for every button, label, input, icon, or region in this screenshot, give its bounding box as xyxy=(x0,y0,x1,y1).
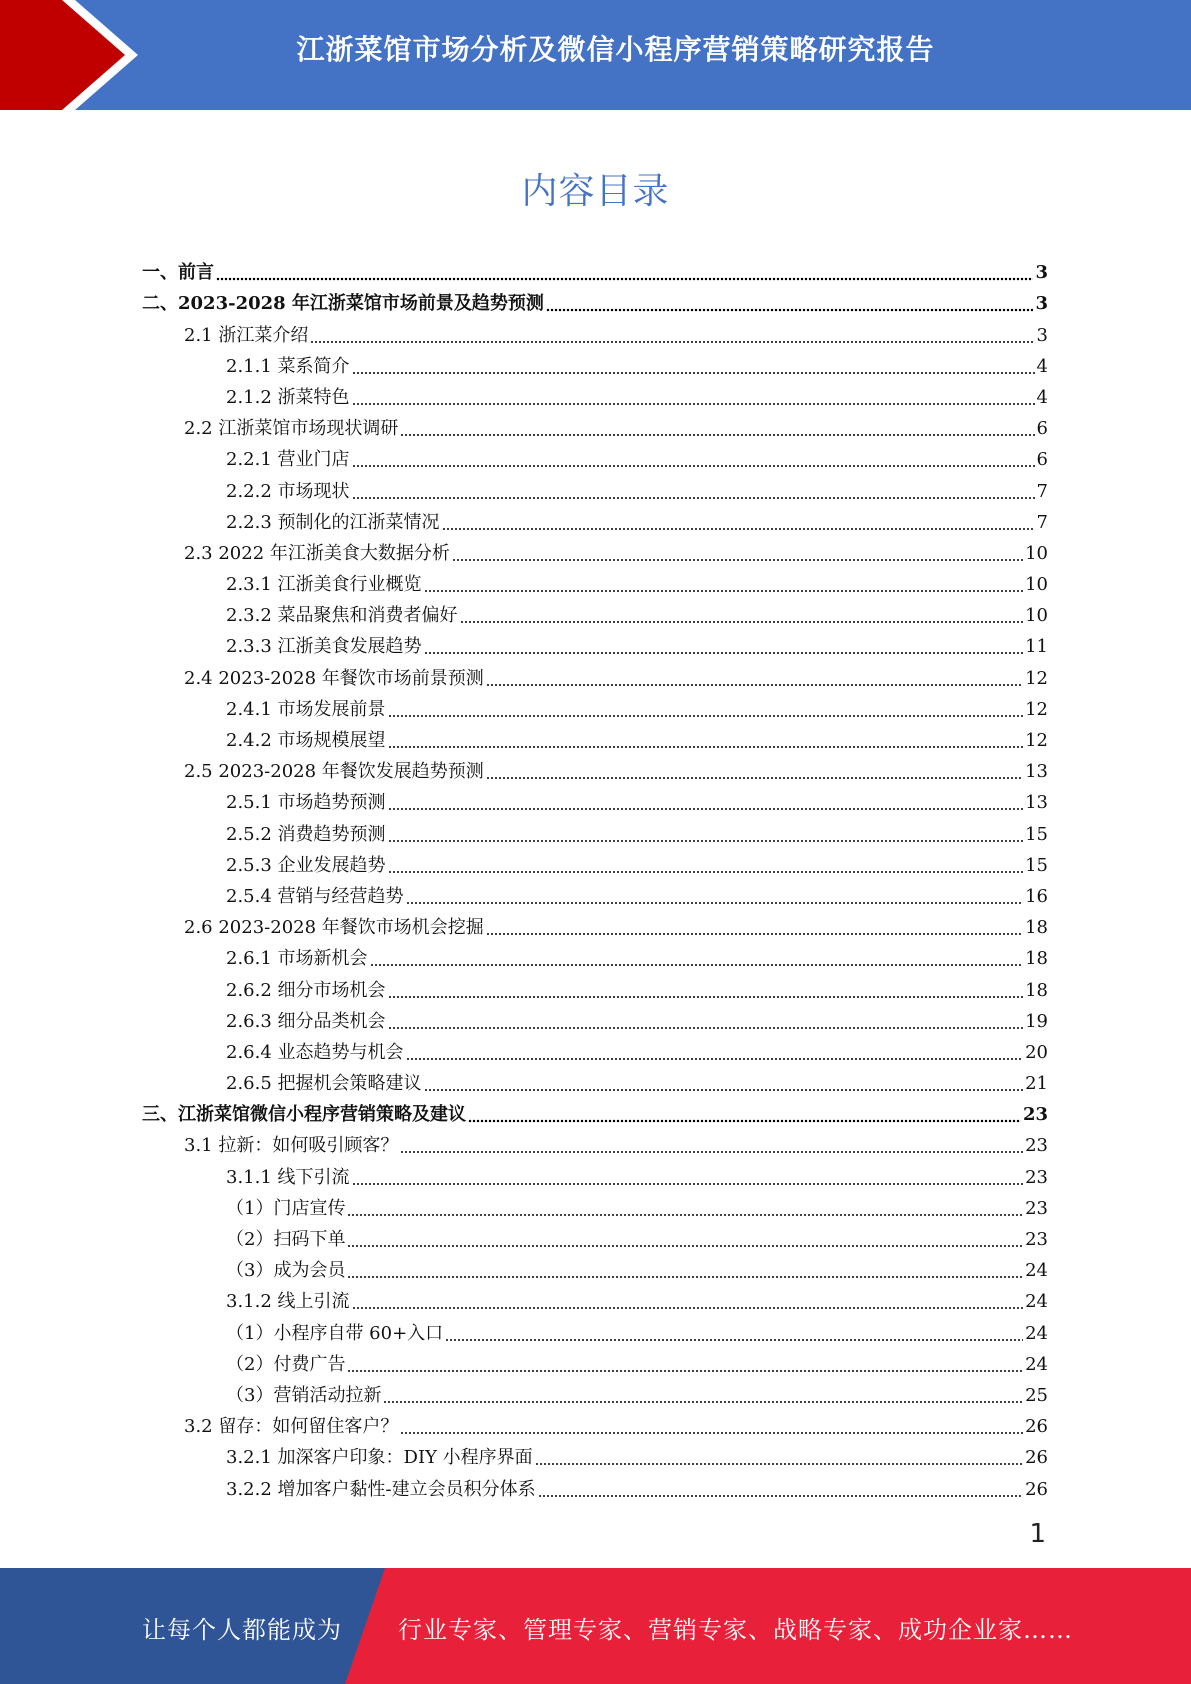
toc-entry-label: 2.5 2023-2028 年餐饮发展趋势预测 xyxy=(184,761,484,783)
toc-leader-dots xyxy=(388,743,1024,749)
toc-entry-label: 2.6 2023-2028 年餐饮市场机会挖掘 xyxy=(184,917,484,939)
toc-entry-label: （2）付费广告 xyxy=(226,1353,346,1375)
toc-entry[interactable] xyxy=(142,316,1048,347)
toc-entry-page: 3 xyxy=(1035,262,1048,284)
toc-leader-dots xyxy=(347,1367,1023,1373)
toc-entry-page: 15 xyxy=(1025,823,1048,845)
toc-entry-label: 2.6.2 细分市场机会 xyxy=(226,979,386,1001)
toc-entry-page: 10 xyxy=(1025,574,1048,596)
toc-entry[interactable] xyxy=(142,815,1048,846)
toc-entry[interactable] xyxy=(142,1346,1048,1377)
toc-entry-page: 24 xyxy=(1025,1353,1048,1375)
toc-entry[interactable] xyxy=(142,1283,1048,1314)
toc-leader-dots xyxy=(216,275,1033,281)
toc-entry[interactable] xyxy=(142,971,1048,1002)
toc-leader-dots xyxy=(388,837,1024,843)
toc-entry-label: 一、前言 xyxy=(142,262,214,284)
toc-entry[interactable] xyxy=(142,784,1048,815)
toc-entry[interactable] xyxy=(142,1252,1048,1283)
toc-entry-label: 2.5.2 消费趋势预测 xyxy=(226,823,386,845)
toc-entry-page: 12 xyxy=(1025,698,1048,720)
toc-entry[interactable] xyxy=(142,1190,1048,1221)
toc-entry-label: 2.3 2022 年江浙美食大数据分析 xyxy=(184,542,450,564)
toc-entry[interactable] xyxy=(142,1377,1048,1408)
toc-leader-dots xyxy=(347,1273,1023,1279)
toc-entry-label: 3.1.1 线下引流 xyxy=(226,1166,350,1188)
toc-entry-page: 16 xyxy=(1025,885,1048,907)
toc-entry-label: 2.6.5 把握机会策略建议 xyxy=(226,1073,422,1095)
toc-entry-page: 26 xyxy=(1025,1447,1048,1469)
toc-entry[interactable] xyxy=(142,504,1048,535)
toc-leader-dots xyxy=(486,774,1023,780)
report-title: 江浙菜馆市场分析及微信小程序营销策略研究报告 xyxy=(296,33,935,66)
toc-entry[interactable] xyxy=(142,847,1048,878)
toc-entry-label: 2.2.2 市场现状 xyxy=(226,480,350,502)
toc-leader-dots xyxy=(370,961,1024,967)
toc-entry[interactable] xyxy=(142,1221,1048,1252)
toc-leader-dots xyxy=(424,649,1024,655)
toc-entry[interactable] xyxy=(142,659,1048,690)
page-number: 1 xyxy=(1029,1519,1046,1549)
toc-entry[interactable] xyxy=(142,1096,1048,1127)
toc-entry-page: 23 xyxy=(1025,1229,1048,1250)
toc-leader-dots xyxy=(347,1242,1023,1248)
toc-entry-page: 12 xyxy=(1025,667,1048,689)
toc-entry-label: 2.4 2023-2028 年餐饮市场前景预测 xyxy=(184,667,484,689)
toc-entry[interactable] xyxy=(142,878,1048,909)
toc-leader-dots xyxy=(406,899,1024,905)
toc-leader-dots xyxy=(352,369,1035,375)
toc-entry-page: 26 xyxy=(1025,1478,1048,1500)
toc-leader-dots xyxy=(388,712,1024,718)
toc-entry-label: 2.6.1 市场新机会 xyxy=(226,948,368,970)
toc-entry-label: 2.2 江浙菜馆市场现状调研 xyxy=(184,418,399,440)
toc-entry-page: 4 xyxy=(1036,386,1048,408)
toc-entry-page: 23 xyxy=(1022,1104,1048,1126)
toc-entry-page: 6 xyxy=(1036,449,1048,471)
toc-heading: 内容目录 xyxy=(521,171,670,212)
toc-leader-dots xyxy=(546,306,1034,312)
toc-entry-label: 2.3.2 菜品聚焦和消费者偏好 xyxy=(226,605,458,627)
toc-entry-page: 6 xyxy=(1036,418,1048,440)
toc-entry-label: 2.6.4 业态趋势与机会 xyxy=(226,1041,404,1063)
toc-entry[interactable] xyxy=(142,379,1048,410)
toc-entry[interactable] xyxy=(142,1439,1048,1470)
toc-entry-label: 2.2.3 预制化的江浙菜情况 xyxy=(226,511,440,533)
toc-entry[interactable] xyxy=(142,1034,1048,1065)
toc-leader-dots xyxy=(388,1024,1024,1030)
toc-leader-dots xyxy=(460,618,1024,624)
toc-entry-page: 13 xyxy=(1025,761,1048,783)
toc-leader-dots xyxy=(486,681,1023,687)
toc-entry-page: 24 xyxy=(1025,1291,1048,1313)
toc-entry-page: 10 xyxy=(1025,542,1048,564)
toc-entry-page: 24 xyxy=(1025,1260,1048,1282)
toc-entry-page: 23 xyxy=(1025,1135,1048,1157)
toc-entry-label: 3.2.2 增加客户黏性-建立会员积分体系 xyxy=(226,1478,536,1500)
toc-entry-page: 21 xyxy=(1025,1073,1048,1095)
toc-entry-page: 18 xyxy=(1025,979,1048,1001)
toc-entry-label: 2.1.1 菜系简介 xyxy=(226,355,350,377)
toc-leader-dots xyxy=(352,1304,1024,1310)
footer-banner xyxy=(0,1568,1191,1684)
toc-entry-label: （3）成为会员 xyxy=(226,1260,346,1282)
toc-entry-label: 2.2.1 营业门店 xyxy=(226,449,350,471)
toc-entry-label: 三、江浙菜馆微信小程序营销策略及建议 xyxy=(142,1104,466,1126)
toc-entry-page: 18 xyxy=(1025,917,1048,939)
toc-entry-page: 25 xyxy=(1025,1384,1048,1406)
toc-entry-label: 2.3.1 江浙美食行业概览 xyxy=(226,574,422,596)
toc-entry[interactable] xyxy=(142,1065,1048,1096)
toc-leader-dots xyxy=(352,462,1035,468)
toc-leader-dots xyxy=(388,993,1024,999)
toc-leader-dots xyxy=(486,930,1023,936)
footer-slogan-right: 行业专家、管理专家、营销专家、战略专家、成功企业家…… xyxy=(398,1616,1073,1644)
toc-entry-page: 11 xyxy=(1025,636,1048,658)
toc-entry-label: 2.3.3 江浙美食发展趋势 xyxy=(226,636,422,658)
toc-leader-dots xyxy=(347,1211,1023,1217)
toc-entry[interactable] xyxy=(142,1408,1048,1439)
toc-entry-label: 2.5.3 企业发展趋势 xyxy=(226,854,386,876)
toc-entry-page: 26 xyxy=(1025,1416,1048,1438)
toc-leader-dots xyxy=(468,1117,1021,1123)
toc-entry[interactable] xyxy=(142,909,1048,940)
toc-entry[interactable] xyxy=(142,566,1048,597)
toc-entry-page: 20 xyxy=(1025,1041,1048,1063)
toc-leader-dots xyxy=(352,400,1035,406)
toc-entry-page: 3 xyxy=(1036,324,1048,346)
toc-leader-dots xyxy=(383,1398,1023,1404)
toc-leader-dots xyxy=(388,868,1024,874)
toc-leader-dots xyxy=(352,494,1035,500)
toc-entry[interactable] xyxy=(142,1158,1048,1189)
toc-entry-label: 2.6.3 细分品类机会 xyxy=(226,1010,386,1032)
footer-slogan-left: 让每个人都能成为 xyxy=(142,1616,342,1644)
toc-entry[interactable] xyxy=(142,1470,1048,1501)
toc-leader-dots xyxy=(400,1429,1023,1435)
toc-entry-page: 23 xyxy=(1025,1166,1048,1188)
toc-leader-dots xyxy=(445,1336,1023,1342)
table-of-contents xyxy=(142,254,1048,1502)
toc-entry-page: 7 xyxy=(1036,480,1048,502)
toc-entry-label: 2.4.2 市场规模展望 xyxy=(226,730,386,751)
toc-entry-label: 2.1.2 浙菜特色 xyxy=(226,386,350,408)
toc-leader-dots xyxy=(424,587,1024,593)
toc-leader-dots xyxy=(535,1460,1023,1466)
toc-entry-page: 18 xyxy=(1025,948,1048,970)
toc-entry-page: 24 xyxy=(1025,1322,1048,1344)
toc-entry[interactable] xyxy=(142,535,1048,566)
toc-entry-label: 3.2.1 加深客户印象：DIY 小程序界面 xyxy=(226,1447,533,1469)
toc-entry[interactable] xyxy=(142,691,1048,722)
toc-leader-dots xyxy=(452,556,1023,562)
toc-entry-page: 4 xyxy=(1036,355,1048,377)
toc-entry-page: 7 xyxy=(1036,511,1048,533)
toc-entry-label: 2.5.1 市场趋势预测 xyxy=(226,792,386,814)
toc-entry-label: （3）营销活动拉新 xyxy=(226,1384,382,1406)
toc-entry-label: 2.4.1 市场发展前景 xyxy=(226,698,386,720)
toc-entry[interactable] xyxy=(142,940,1048,971)
toc-leader-dots xyxy=(406,1055,1024,1061)
toc-entry-label: （1）门店宣传 xyxy=(226,1197,346,1219)
toc-entry[interactable] xyxy=(142,1003,1048,1034)
toc-entry-page: 13 xyxy=(1025,792,1048,814)
toc-entry[interactable] xyxy=(142,1127,1048,1158)
toc-entry-label: （1）小程序自带 60+入口 xyxy=(226,1322,444,1344)
toc-entry[interactable] xyxy=(142,597,1048,628)
toc-entry[interactable] xyxy=(142,722,1048,753)
toc-entry[interactable] xyxy=(142,628,1048,659)
toc-entry-page: 12 xyxy=(1025,730,1048,751)
toc-entry-page: 15 xyxy=(1025,854,1048,876)
toc-entry-label: 2.1 浙江菜介绍 xyxy=(184,324,309,346)
toc-leader-dots xyxy=(310,338,1034,344)
toc-entry-page: 23 xyxy=(1025,1197,1048,1219)
toc-leader-dots xyxy=(352,1180,1024,1186)
toc-entry[interactable] xyxy=(142,348,1048,379)
toc-entry-label: （2）扫码下单 xyxy=(226,1229,346,1250)
toc-entry[interactable] xyxy=(142,441,1048,472)
toc-leader-dots xyxy=(538,1492,1023,1498)
toc-entry[interactable] xyxy=(142,1314,1048,1345)
toc-leader-dots xyxy=(400,431,1034,437)
toc-leader-dots xyxy=(388,805,1024,811)
toc-entry[interactable] xyxy=(142,254,1048,285)
toc-entry-label: 3.1 拉新：如何吸引顾客？ xyxy=(184,1135,399,1157)
toc-leader-dots xyxy=(424,1086,1024,1092)
toc-leader-dots xyxy=(400,1148,1023,1154)
toc-entry-page: 10 xyxy=(1025,605,1048,627)
toc-entry[interactable] xyxy=(142,753,1048,784)
toc-entry-page: 19 xyxy=(1025,1010,1048,1032)
toc-entry-page: 3 xyxy=(1035,293,1048,315)
toc-entry-label: 二、2023-2028 年江浙菜馆市场前景及趋势预测 xyxy=(142,293,544,315)
toc-entry[interactable] xyxy=(142,472,1048,503)
toc-entry-label: 2.5.4 营销与经营趋势 xyxy=(226,885,404,907)
header-banner xyxy=(0,0,1191,110)
toc-leader-dots xyxy=(442,525,1035,531)
toc-entry-label: 3.2 留存：如何留住客户？ xyxy=(184,1416,399,1438)
toc-entry[interactable] xyxy=(142,285,1048,316)
toc-entry[interactable] xyxy=(142,410,1048,441)
toc-entry-label: 3.1.2 线上引流 xyxy=(226,1291,350,1313)
